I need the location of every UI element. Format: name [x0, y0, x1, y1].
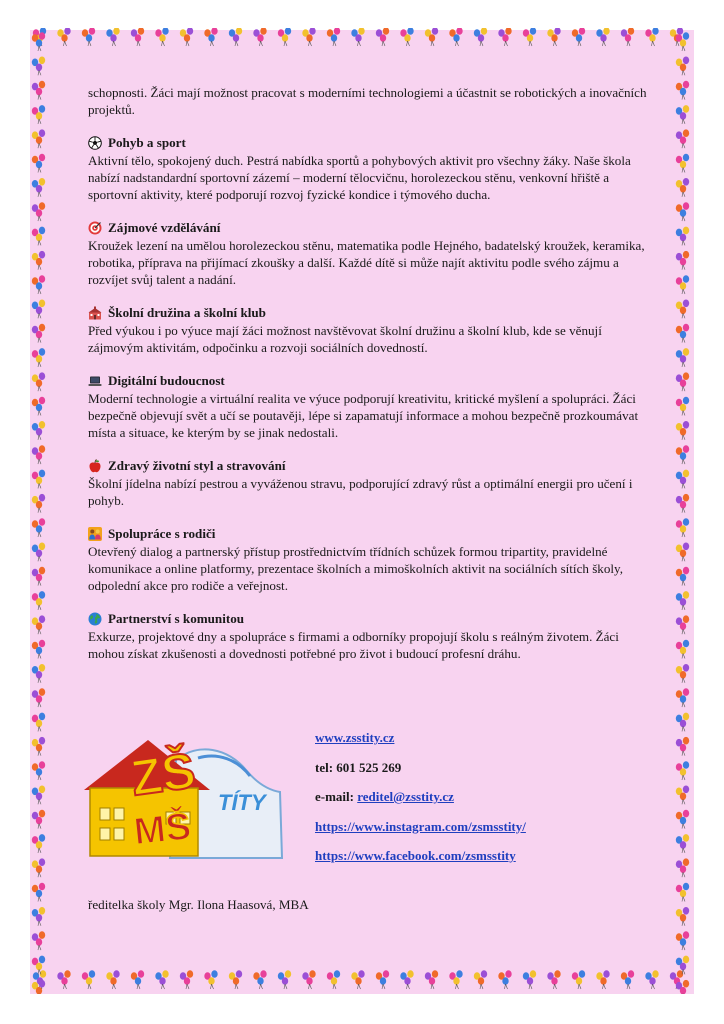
- apple-icon: [88, 459, 102, 473]
- balloon-icon: [32, 931, 45, 950]
- balloon-icon: [676, 761, 689, 780]
- balloon-icon: [229, 970, 242, 989]
- balloon-icon: [498, 28, 511, 46]
- balloon-icon: [32, 178, 45, 197]
- balloon-icon: [106, 970, 119, 989]
- balloon-icon: [474, 970, 487, 989]
- balloon-border-bottom: [30, 970, 694, 994]
- balloon-icon: [676, 688, 689, 707]
- signature-line: ředitelka školy Mgr. Ilona Haasová, MBA: [88, 897, 309, 912]
- balloon-icon: [676, 713, 689, 732]
- email-line: [315, 789, 526, 806]
- facebook-link[interactable]: https://www.facebook.com/zsmsstity: [315, 848, 516, 863]
- balloon-icon: [572, 28, 585, 46]
- section-title: Pohyb a sport: [108, 135, 186, 150]
- balloon-icon: [676, 421, 689, 440]
- website-link[interactable]: www.zsstity.cz: [315, 730, 395, 745]
- balloon-icon: [82, 970, 95, 989]
- balloon-icon: [32, 567, 45, 586]
- balloon-icon: [676, 737, 689, 756]
- balloon-icon: [676, 324, 689, 343]
- family-icon: [88, 527, 102, 541]
- balloon-icon: [302, 970, 315, 989]
- balloon-icon: [676, 494, 689, 513]
- balloon-icon: [32, 591, 45, 610]
- section-text: Otevřený dialog a partnerský přístup prostřednictvím třídních schůzek formou tripartity, pravidelné komunikace a online platformy, prezentace školních a mimoškolních aktivit na sociálních sítích školy, odpolední akce pro rodiče a veřejnost.: [88, 544, 624, 593]
- section-text: Exkurze, projektové dny a spolupráce s firmami a odborníky propojují školu s reálným životem. Žáci mohou získat zkušenosti a dovednosti potřebné pro život i budoucí profesní dráhu.: [88, 629, 619, 661]
- balloon-icon: [676, 251, 689, 270]
- section-after-school: [88, 304, 648, 356]
- section-title: Školní družina a školní klub: [108, 305, 266, 320]
- balloon-icon: [676, 640, 689, 659]
- section-title: Spolupráce s rodiči: [108, 526, 216, 541]
- balloon-icon: [676, 834, 689, 853]
- balloon-icon: [32, 883, 45, 902]
- balloon-icon: [676, 883, 689, 902]
- balloon-icon: [498, 970, 511, 989]
- balloon-icon: [327, 970, 340, 989]
- balloon-icon: [676, 786, 689, 805]
- balloon-icon: [32, 786, 45, 805]
- balloon-icon: [400, 28, 413, 46]
- balloon-icon: [676, 980, 689, 994]
- balloon-icon: [676, 154, 689, 173]
- balloon-icon: [621, 28, 634, 46]
- balloon-icon: [596, 970, 609, 989]
- balloon-icon: [32, 494, 45, 513]
- balloon-icon: [676, 567, 689, 586]
- balloon-icon: [32, 664, 45, 683]
- balloon-icon: [645, 970, 658, 989]
- balloon-icon: [57, 28, 70, 46]
- balloon-icon: [32, 956, 45, 975]
- balloon-icon: [278, 970, 291, 989]
- balloon-icon: [449, 970, 462, 989]
- section-text: Školní jídelna nabízí pestrou a vyváženou stravu, podporující zdravý růst a optimální energii pro učení i pohyb.: [88, 476, 633, 508]
- balloon-icon: [32, 810, 45, 829]
- balloon-icon: [676, 81, 689, 100]
- balloon-icon: [32, 640, 45, 659]
- balloon-border-top: [30, 28, 694, 50]
- balloon-icon: [32, 615, 45, 634]
- balloon-icon: [547, 28, 560, 46]
- balloon-icon: [676, 300, 689, 319]
- section-text: Kroužek lezení na umělou horolezeckou stěnu, matematika podle Hejného, badatelský kroužek, keramika, robotika, příprava na přijímací zkoušky a další. Každé dítě si může najít aktivitu podle svého zájmu a rozvíjet svůj talent a nadání.: [88, 238, 645, 287]
- balloon-icon: [32, 154, 45, 173]
- balloon-border-right: [672, 30, 694, 994]
- balloon-icon: [32, 32, 45, 51]
- balloon-icon: [621, 970, 634, 989]
- balloon-icon: [645, 28, 658, 46]
- section-title: Digitální budoucnost: [108, 373, 225, 388]
- section-sport: [88, 134, 648, 203]
- balloon-icon: [376, 970, 389, 989]
- balloon-icon: [32, 275, 45, 294]
- balloon-icon: [32, 57, 45, 76]
- balloon-icon: [474, 28, 487, 46]
- balloon-icon: [547, 970, 560, 989]
- balloon-icon: [106, 28, 119, 46]
- balloon-icon: [676, 202, 689, 221]
- balloon-icon: [676, 518, 689, 537]
- email-label: e-mail:: [315, 789, 354, 804]
- balloon-icon: [32, 372, 45, 391]
- section-text: Před výukou i po výuce mají žáci možnost navštěvovat školní družinu a školní klub, kde se věnují zájmovým aktivitám, odpočinku a rozvoji sociálních dovedností.: [88, 323, 602, 355]
- section-title: Zájmové vzdělávání: [108, 220, 221, 235]
- balloon-icon: [32, 129, 45, 148]
- balloon-icon: [676, 372, 689, 391]
- balloon-icon: [676, 907, 689, 926]
- balloon-icon: [32, 470, 45, 489]
- balloon-icon: [676, 543, 689, 562]
- balloon-icon: [32, 858, 45, 877]
- balloon-icon: [32, 980, 45, 994]
- balloon-icon: [32, 421, 45, 440]
- balloon-icon: [131, 28, 144, 46]
- balloon-icon: [425, 28, 438, 46]
- balloon-icon: [376, 28, 389, 46]
- soccer-ball-icon: [88, 136, 102, 150]
- balloon-icon: [676, 105, 689, 124]
- email-link[interactable]: reditel@zsstity.cz: [357, 789, 454, 804]
- phone-number: 601 525 269: [336, 759, 402, 775]
- logo-ms-letters: MŠ: [131, 805, 194, 854]
- balloon-icon: [82, 28, 95, 46]
- balloon-icon: [278, 28, 291, 46]
- balloon-icon: [351, 970, 364, 989]
- balloon-icon: [32, 737, 45, 756]
- balloon-icon: [32, 834, 45, 853]
- balloon-icon: [676, 129, 689, 148]
- section-text: Moderní technologie a virtuální realita ve výuce podporují kreativitu, kritické myšlení a spolupráci. Žáci bezpečně objevují svět a učí se poutavěji, lépe si zapamatují informace a mohou bezpečně prozkoumávat místa a situace, ke kterým by se jinak nedostali.: [88, 391, 639, 440]
- balloon-icon: [676, 275, 689, 294]
- balloon-icon: [676, 397, 689, 416]
- balloon-icon: [32, 202, 45, 221]
- document-body: [88, 84, 648, 662]
- section-interests: [88, 219, 648, 288]
- balloon-icon: [32, 518, 45, 537]
- balloon-icon: [425, 970, 438, 989]
- balloon-border-left: [28, 30, 50, 994]
- balloon-icon: [676, 931, 689, 950]
- balloon-icon: [32, 397, 45, 416]
- intro-paragraph: schopnosti. Žáci mají možnost pracovat s moderními technologiemi a účastnit se robotických a inovačních projektů.: [88, 85, 647, 117]
- balloon-icon: [204, 28, 217, 46]
- balloon-icon: [32, 105, 45, 124]
- balloon-icon: [676, 858, 689, 877]
- balloon-icon: [400, 970, 413, 989]
- contact-block: [315, 730, 526, 878]
- balloon-icon: [204, 970, 217, 989]
- balloon-icon: [32, 907, 45, 926]
- balloon-icon: [676, 470, 689, 489]
- balloon-icon: [32, 688, 45, 707]
- balloon-icon: [676, 227, 689, 246]
- school-building-icon: [88, 306, 102, 320]
- balloon-icon: [676, 178, 689, 197]
- logo-zs-letters: ZŠ: [127, 742, 199, 807]
- balloon-icon: [676, 57, 689, 76]
- balloon-icon: [32, 445, 45, 464]
- section-title: Zdravý životní styl a stravování: [108, 458, 286, 473]
- balloon-icon: [32, 348, 45, 367]
- balloon-icon: [302, 28, 315, 46]
- section-digital: [88, 372, 648, 441]
- balloon-icon: [32, 713, 45, 732]
- balloon-icon: [32, 543, 45, 562]
- balloon-icon: [180, 28, 193, 46]
- balloon-icon: [676, 348, 689, 367]
- balloon-icon: [327, 28, 340, 46]
- balloon-icon: [676, 956, 689, 975]
- phone-line: [315, 760, 526, 777]
- logo-town-name: TÍTY: [218, 790, 266, 815]
- balloon-icon: [351, 28, 364, 46]
- laptop-icon: [88, 374, 102, 388]
- section-parents: [88, 525, 648, 594]
- balloon-icon: [676, 445, 689, 464]
- section-healthy: [88, 457, 648, 509]
- instagram-link[interactable]: https://www.instagram.com/zsmsstity/: [315, 818, 526, 834]
- balloon-icon: [523, 28, 536, 46]
- balloon-icon: [572, 970, 585, 989]
- balloon-icon: [253, 970, 266, 989]
- balloon-icon: [32, 227, 45, 246]
- balloon-icon: [229, 28, 242, 46]
- balloon-icon: [57, 970, 70, 989]
- balloon-icon: [131, 970, 144, 989]
- balloon-icon: [676, 591, 689, 610]
- balloon-icon: [32, 324, 45, 343]
- balloon-icon: [596, 28, 609, 46]
- section-community: [88, 610, 648, 662]
- balloon-icon: [523, 970, 536, 989]
- section-title: Partnerství s komunitou: [108, 611, 245, 626]
- balloon-icon: [676, 32, 689, 51]
- balloon-icon: [253, 28, 266, 46]
- school-logo: [78, 730, 290, 860]
- section-text: Aktivní tělo, spokojený duch. Pestrá nabídka sportů a pohybových aktivit pro všechny žáky. Naše škola nabízí nadstandardní sportovní zázemí – moderní tělocvičnu, horolezeckou stěnu, venkovní hřiště a sportovní aktivity, které podporují rozvoj fyzické kondice i týmového ducha.: [88, 153, 631, 202]
- balloon-icon: [32, 761, 45, 780]
- target-icon: [88, 221, 102, 235]
- balloon-icon: [676, 615, 689, 634]
- phone-label: tel:: [315, 759, 334, 775]
- balloon-icon: [676, 810, 689, 829]
- balloon-icon: [676, 664, 689, 683]
- balloon-icon: [155, 28, 168, 46]
- balloon-icon: [180, 970, 193, 989]
- balloon-icon: [32, 81, 45, 100]
- balloon-icon: [155, 970, 168, 989]
- balloon-icon: [32, 251, 45, 270]
- balloon-icon: [32, 300, 45, 319]
- globe-icon: [88, 612, 102, 626]
- balloon-icon: [449, 28, 462, 46]
